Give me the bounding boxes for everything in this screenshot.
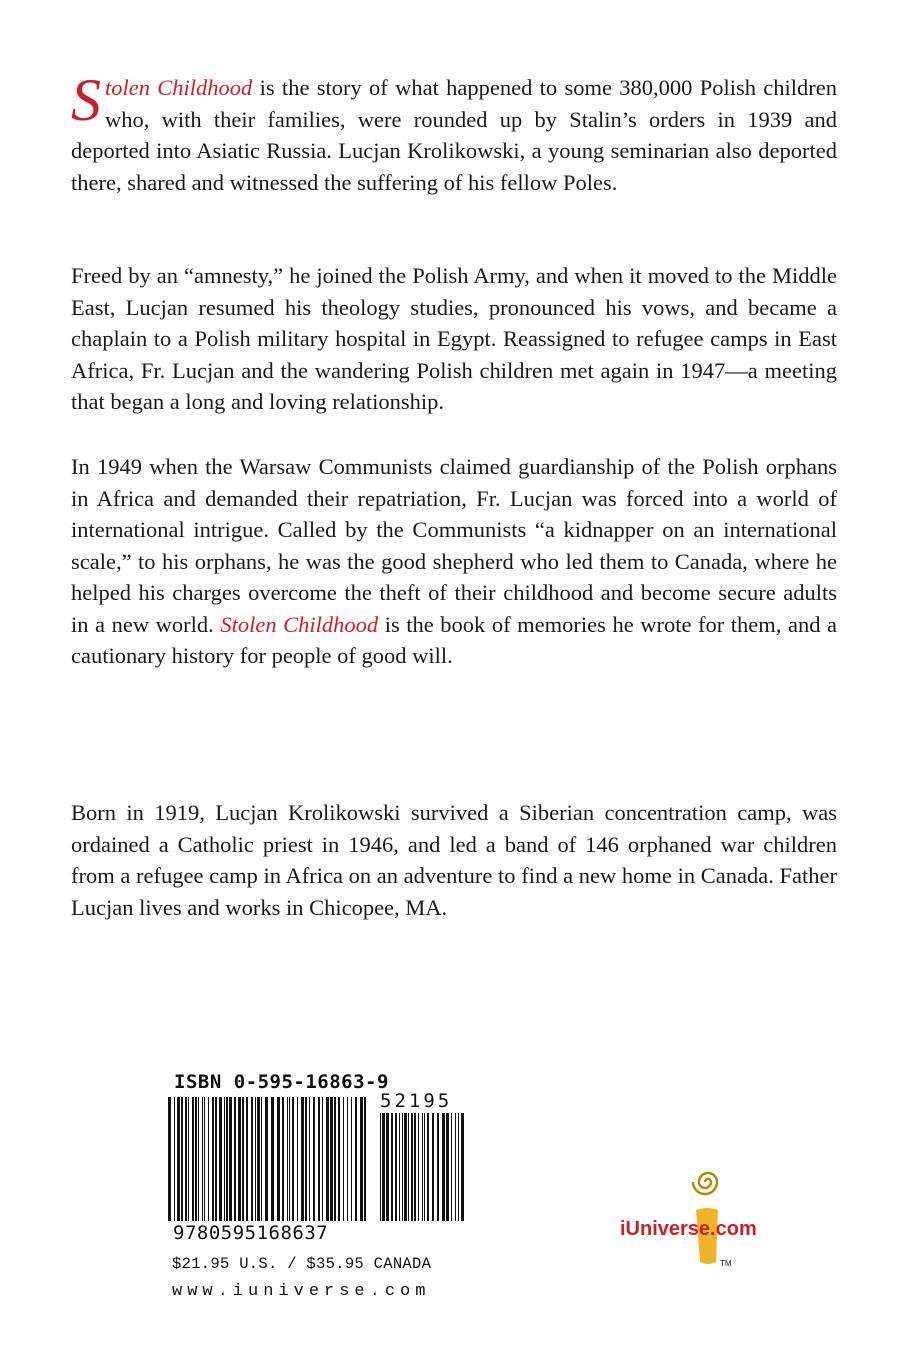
barcode-bar [322,1097,323,1221]
book-title-inline-2: Stolen Childhood [220,611,379,637]
barcode-bar [265,1097,268,1221]
blurb-paragraph-2: Freed by an “amnesty,” he joined the Polish Army, and when it moved to the Middle East, Lucjan resumed his theology studies, pronounced his vows, and became a chaplain to a Polish military hospital in Egypt. Reassigned to refugee camps in East Africa, Fr. Lucjan and the wandering Polish children met again in 1947—a meeting that began a long and loving relationship. [71,263,837,414]
barcode-bar [301,1097,304,1221]
barcode-bar [257,1097,260,1221]
blurb-paragraph-3 [71,451,837,672]
barcode-bar [277,1097,280,1221]
barcode-bar [382,1113,385,1221]
barcode-bar [202,1097,203,1221]
barcode-bar [338,1097,340,1221]
price-code: 52195 [380,1090,453,1112]
barcode-bar [251,1097,253,1221]
barcode-bar [297,1097,298,1221]
barcode-bar [414,1113,416,1221]
blurb-paragraph-3-text-before: In 1949 when the Warsaw Communists claimed guardianship of the Polish orphans in Africa and demanded their repatriation, Fr. Lucjan was forced into a world of international intrigue. Called by the Communists “a kidnapper on an international scale,” to his orphans, he was the good shepherd who led them to Canada, where he helped his charges overcome the theft of their childhood and become secure adults in a new world. [71,454,837,637]
barcode-bar [271,1097,274,1221]
barcode-bar [305,1097,307,1221]
barcode-bar [451,1113,452,1221]
barcode-bar [188,1097,189,1221]
barcode-bar [399,1113,400,1221]
barcode-bar [461,1113,464,1221]
barcode-bar [455,1113,456,1221]
author-bio: Born in 1919, Lucjan Krolikowski survived a Siberian concentration camp, was ordained a Catholic priest in 1946, and led a band of 146 orphaned war children from a refugee camp in Africa on an adventure to find a new home in Canada. Father Lucjan lives and works in Chicopee, MA. [71,800,837,920]
barcode-bar [458,1113,459,1221]
isbn-label: ISBN 0-595-16863-9 [174,1071,389,1093]
barcode-bar [289,1097,290,1221]
barcode-bar [446,1113,449,1221]
barcode-bar [355,1097,357,1221]
blurb-paragraph-1-text: is the story of what happened to some 380,000 Polish children who, with their families, were rounded up by Stalin’s orders in 1939 and deported into Asiatic Russia. Lucjan Krolikowski, a young seminarian also deported there, shared and witnessed the suffering of his fellow Poles. [71,75,838,195]
barcode-bar [418,1113,419,1221]
barcode-bar [364,1097,366,1221]
barcode-bar [224,1097,225,1221]
barcode-bar [432,1113,434,1221]
book-title-inline: tolen Childhood [105,75,253,100]
barcode-bar [351,1097,352,1221]
barcode-bar [424,1113,425,1221]
barcode-bar [246,1097,248,1221]
barcode-bar [195,1097,197,1221]
barcode-bar [177,1097,180,1221]
barcode-bar [208,1097,209,1221]
barcode-bar [282,1097,284,1221]
trademark-mark: TM [720,1259,732,1268]
blurb-paragraph-1 [71,67,838,198]
barcode-bar [360,1097,363,1221]
barcode-bar [181,1097,183,1221]
barcode-bar [185,1097,187,1221]
drop-cap: S [71,67,101,133]
iuniverse-logo [620,1170,790,1270]
barcode-bar [242,1097,244,1221]
barcode-bar [234,1097,236,1221]
barcode-bar [402,1113,403,1221]
barcode-bar [174,1097,175,1221]
barcode-bar [347,1097,348,1221]
barcode-bar [313,1097,315,1221]
barcode-bar [334,1097,336,1221]
barcode-bar [380,1113,381,1221]
barcode-bar [198,1097,199,1221]
barcode-bar [192,1097,194,1221]
barcode-bar [391,1113,393,1221]
price-barcode [378,1113,466,1221]
barcode-bar [386,1113,389,1221]
barcode-bar [422,1113,423,1221]
barcode-bar [442,1113,445,1221]
barcode-bar [238,1097,241,1221]
retail-prices: $21.95 U.S. / $35.95 CANADA [172,1255,432,1273]
barcode-bar [261,1097,262,1221]
barcode-bar [326,1097,329,1221]
barcode-bar [427,1113,429,1221]
barcode-bar [215,1097,217,1221]
barcode-bar [255,1097,256,1221]
barcode-bar [204,1097,205,1221]
barcode-bar [168,1097,171,1221]
isbn-barcode [166,1097,370,1221]
barcode-bar [212,1097,214,1221]
barcode-bar [395,1113,397,1221]
barcode-bar [411,1113,413,1221]
blurb-paragraph-3-text-after: is the book of memories he wrote for them, and a cautionary history for people of good will. [71,611,838,668]
publisher-website: www.iuniverse.com [172,1282,431,1301]
iuniverse-logo-text: iUniverse.com [620,1218,757,1240]
ean-digits: 9780595168637 [173,1222,329,1244]
barcode-bar [343,1097,344,1221]
barcode-bar [219,1097,222,1221]
barcode-bar [330,1097,333,1221]
barcode-bar [404,1113,407,1221]
barcode-bar [437,1113,439,1221]
barcode-bar [309,1097,310,1221]
barcode-bar [408,1113,409,1221]
barcode-bar [229,1097,232,1221]
barcode-bar [226,1097,228,1221]
barcode-bar [292,1097,294,1221]
barcode-bar [287,1097,288,1221]
barcode-bar [318,1097,320,1221]
